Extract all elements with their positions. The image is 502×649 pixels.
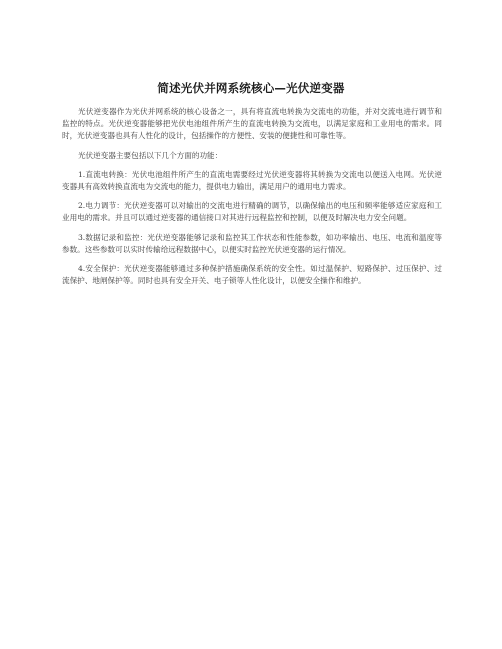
function-item-data-monitoring: 3.数据记录和监控：光伏逆变器能够记录和监控其工作状态和性能参数，如功率输出、电压、电流和温度等参数。这些参数可以实时传输给远程数据中心，以便实时监控光伏逆变器的运行情况。 [62, 232, 442, 254]
function-item-safety-protection: 4.安全保护：光伏逆变器能够通过多种保护措施确保系统的安全性。如过温保护、短路保护、过压保护、过流保护、地闸保护等。同时也具有安全开关、电子锁等人性化设计，以便安全操作和维护。 [62, 264, 442, 286]
document-body [62, 106, 442, 294]
functions-lead-paragraph: 光伏逆变器主要包括以下几个方面的功能： [77, 150, 223, 160]
document-title: 简述光伏并网系统核心—光伏逆变器 [157, 81, 345, 95]
function-item-power-regulation: 2.电力调节：光伏逆变器可以对输出的交流电进行精确的调节，以确保输出的电压和频率能够适应家庭和工业用电的需求。并且可以通过逆变器的通信接口对其进行远程监控和控制，以便及时解决电力安全问题。 [62, 201, 442, 223]
function-item-dc-conversion: 1.直流电转换：光伏电池组件所产生的直流电需要经过光伏逆变器将其转换为交流电以便送入电网。光伏逆变器具有高效转换直流电为交流电的能力，提供电力输出，满足用户的通用电力需求。 [62, 169, 442, 192]
intro-paragraph: 光伏逆变器作为光伏并网系统的核心设备之一，具有将直流电转换为交流电的功能，并对交流电进行调节和监控的特点。光伏逆变器能够把光伏电池组件所产生的直流电转换为交流电，以满足家庭和工业用电的需求。同时，光伏逆变器也具有人性化的设计，包括操作的方便性、安装的便捷性和可靠性等。 [62, 107, 442, 141]
